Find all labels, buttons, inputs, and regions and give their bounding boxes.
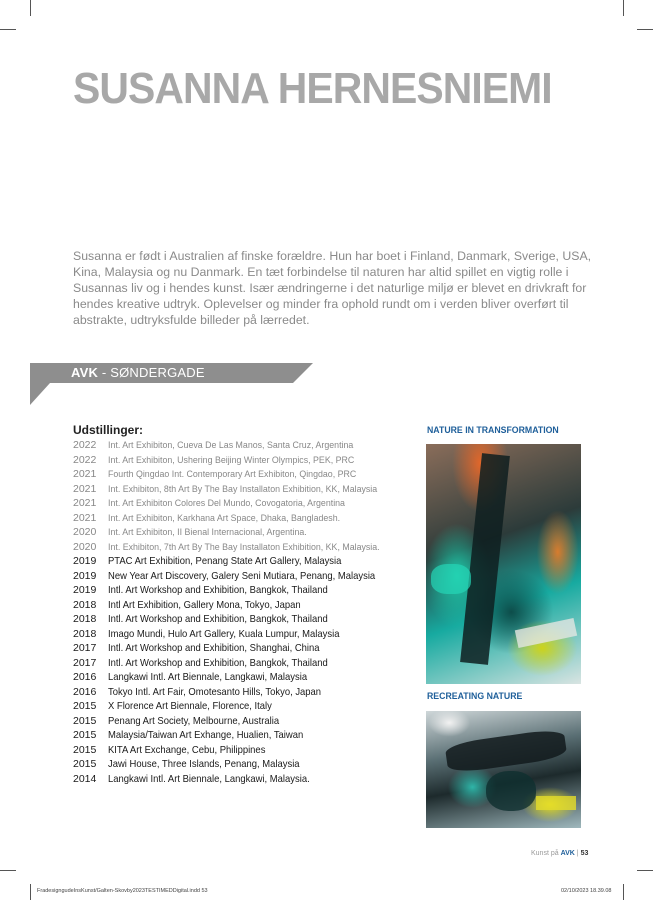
crop-mark [623,884,624,900]
list-item [73,525,405,540]
list-item [73,670,405,685]
exhibition-year: 2021 [73,511,97,524]
list-item [73,743,405,758]
list-item [73,757,405,772]
exhibition-text: PTAC Art Exhibition, Penang State Art Gallery, Malaysia [108,555,342,567]
page-folio [531,850,588,857]
exhibition-year: 2019 [73,569,97,582]
artwork-image-nature-in-transformation [426,444,581,684]
crop-mark [0,870,16,871]
crop-mark [0,29,16,30]
exhibition-text: KITA Art Exchange, Cebu, Philippines [108,743,266,756]
artwork-caption-1: NATURE IN TRANSFORMATION [427,425,559,436]
list-item [73,511,405,526]
exhibition-year: 2020 [73,540,97,553]
exhibition-text: X Florence Art Biennale, Florence, Italy [108,700,272,712]
exhibition-text: Int. Art Exhibiton, Ushering Beijing Winter Olympics, PEK, PRC [108,454,355,466]
exhibition-text: Int. Art Exhibiton, Karkhana Art Space, Dhaka, Bangladesh. [108,512,341,524]
list-item [73,772,405,787]
page-number: 53 [580,850,589,857]
artwork-image-recreating-nature [426,711,581,828]
print-slug-file: FradesigngudeInsKunst/Galten-Skovby2023TESTIMEDDigital.indd 53 [37,888,208,894]
list-item [73,699,405,714]
page-title: SUSANNA HERNESNIEMI [73,64,552,113]
list-item [73,482,405,497]
exhibition-text: Int. Exhibiton, 7th Art By The Bay Installaton Exhibition, KK, Malaysia. [108,541,380,553]
exhibition-year: 2014 [73,772,97,785]
exhibition-year: 2022 [73,439,97,451]
exhibition-year: 2015 [73,758,97,770]
exhibition-year: 2021 [73,497,97,509]
exhibition-text: New Year Art Discovery, Galery Seni Mutiara, Penang, Malaysia [108,569,376,582]
exhibition-year: 2018 [73,613,97,625]
list-item [73,540,405,555]
folio-prefix: Kunst på [531,850,561,857]
exhibition-text: Tokyo Intl. Art Fair, Omotesanto Hills, Tokyo, Japan [108,685,322,698]
list-item [73,467,405,482]
exhibition-year: 2019 [73,584,97,596]
list-item [73,612,405,627]
exhibitions-list [73,438,405,786]
exhibition-text: Imago Mundi, Hulo Art Gallery, Kuala Lumpur, Malaysia [108,627,340,640]
folio-section: AVK [560,850,575,857]
exhibition-year: 2017 [73,656,97,669]
list-item [73,496,405,511]
list-item [73,569,405,584]
folio-separator: | [574,850,581,857]
list-item [73,728,405,743]
exhibition-year: 2017 [73,642,97,654]
banner-label [71,365,205,380]
exhibition-year: 2021 [73,482,97,495]
list-item [73,598,405,613]
print-slug-timestamp: 02/10/2023 18.39.08 [561,888,612,894]
exhibition-text: Fourth Qingdao Int. Contemporary Art Exhibiton, Qingdao, PRC [108,469,357,480]
exhibition-year: 2016 [73,685,97,698]
exhibition-text: Langkawi Intl. Art Biennale, Langkawi, Malaysia [108,671,308,683]
exhibition-text: Int. Art Exhibiton Colores Del Mundo, Covogatoria, Argentina [108,498,345,509]
exhibition-text: Int. Art Exhibiton, II Bienal Internacional, Argentina. [108,527,307,538]
exhibition-year: 2015 [73,743,97,756]
list-item [73,438,405,453]
banner-label-rest: - SØNDERGADE [98,365,205,380]
list-item [73,685,405,700]
exhibition-text: Intl Art Exhibition, Gallery Mona, Tokyo, Japan [108,598,301,611]
crop-mark [637,29,653,30]
exhibition-text: Malaysia/Taiwan Art Exhange, Hualien, Taiwan [108,729,304,741]
exhibition-text: Intl. Art Workshop and Exhibition, Bangkok, Thailand [108,656,328,669]
list-item [73,453,405,468]
exhibition-year: 2015 [73,700,97,712]
exhibition-year: 2018 [73,598,97,611]
banner-triangle [30,383,50,405]
exhibition-year: 2021 [73,468,97,480]
exhibition-year: 2015 [73,714,97,727]
list-item [73,641,405,656]
exhibition-year: 2019 [73,555,97,567]
list-item [73,583,405,598]
exhibition-text: Intl. Art Workshop and Exhibition, Shanghai, China [108,642,320,654]
exhibition-year: 2018 [73,627,97,640]
banner-label-bold: AVK [71,365,99,380]
exhibition-year: 2016 [73,671,97,683]
exhibition-text: Int. Exhibiton, 8th Art By The Bay Installaton Exhibition, KK, Malaysia [108,483,378,495]
exhibition-year: 2020 [73,526,97,538]
crop-mark [30,0,31,16]
list-item [73,627,405,642]
exhibition-year: 2022 [73,453,97,466]
exhibition-text: Penang Art Society, Melbourne, Australia [108,714,280,727]
exhibition-text: Intl. Art Workshop and Exhibition, Bangkok, Thailand [108,613,328,625]
intro-paragraph: Susanna er født i Australien af finske forældre. Hun har boet i Finland, Danmark, Sverige, USA, Kina, Malaysia og nu Danmark. En tæt forbindelse til naturen har altid spillet en vigtig rolle i Susannas liv og i hendes kunst. Især ændringerne i det naturlige miljø er blevet en drivkraft for hendes kreative udtryk. Oplevelser og minder fra ophold rundt om i verden bliver overført til abstrakte, udtryksfulde billeder på lærredet. [73,249,592,327]
artwork-caption-2: RECREATING NATURE [427,691,523,702]
exhibitions-heading: Udstillinger: [73,423,144,437]
crop-mark [30,884,31,900]
exhibition-text: Intl. Art Workshop and Exhibition, Bangkok, Thailand [108,584,328,596]
exhibition-text: Langkawi Intl. Art Biennale, Langkawi, Malaysia. [108,772,310,785]
exhibition-year: 2015 [73,729,97,741]
exhibition-text: Jawi House, Three Islands, Penang, Malaysia [108,758,300,770]
crop-mark [623,0,624,16]
list-item [73,714,405,729]
exhibition-text: Int. Art Exhibiton, Cueva De Las Manos, Santa Cruz, Argentina [108,440,354,451]
list-item [73,656,405,671]
crop-mark [637,870,653,871]
list-item [73,554,405,569]
